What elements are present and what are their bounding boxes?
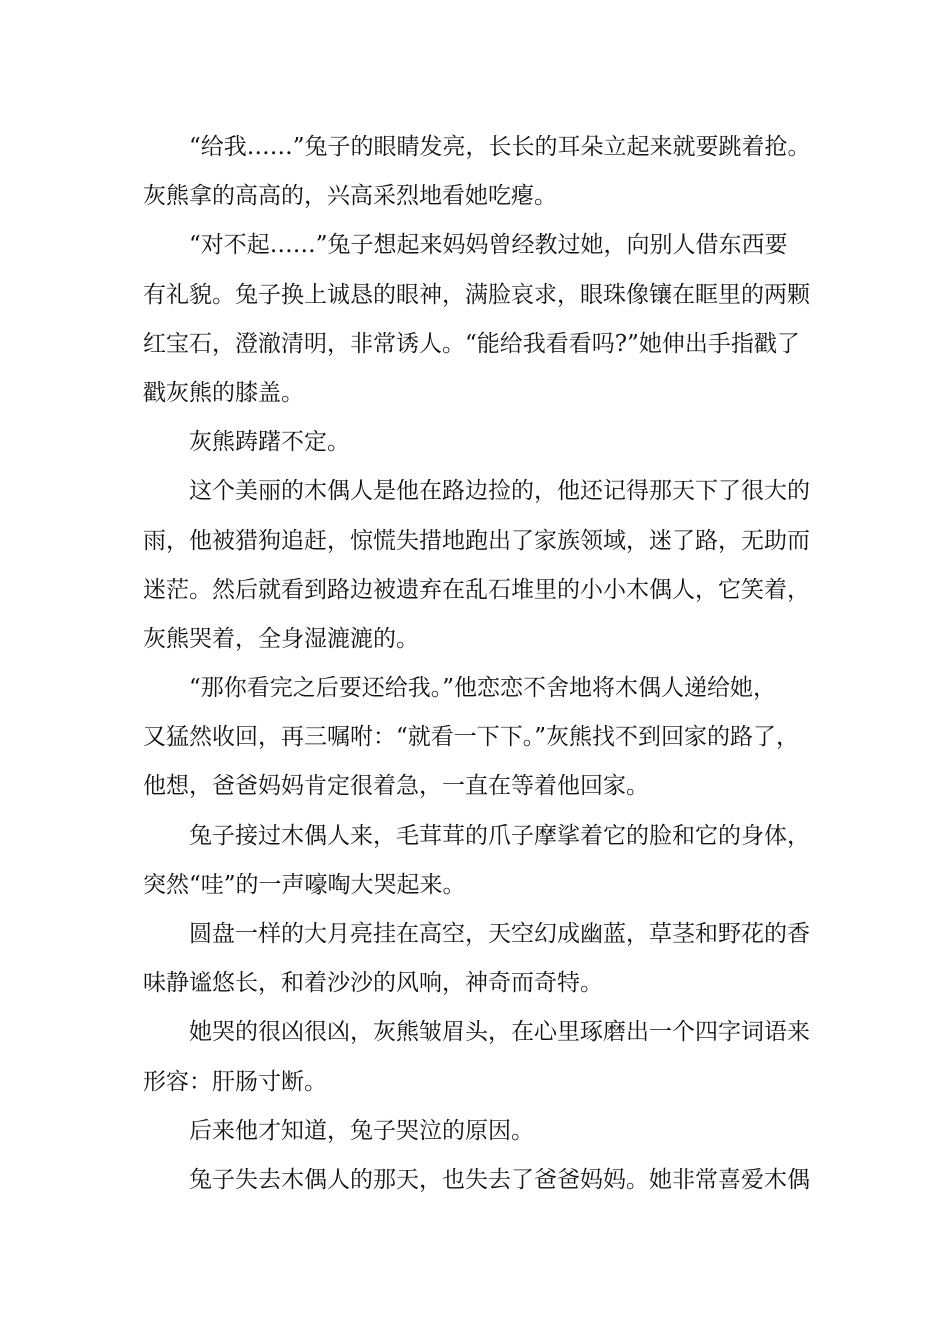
text-line: 味静谧悠长，和着沙沙的风响，神奇而奇特。 — [143, 970, 603, 997]
text-line: 雨，他被猎狗追赶，惊慌失措地跑出了家族领域，迷了路，无助而 — [143, 527, 810, 554]
text-line: 后来他才知道，兔子哭泣的原因。 — [189, 1117, 534, 1144]
text-line: 有礼貌。兔子换上诚恳的眼神，满脸哀求，眼珠像镶在眶里的两颗 — [143, 281, 810, 308]
text-line: 她哭的很凶很凶，灰熊皱眉头，在心里琢磨出一个四字词语来 — [189, 1019, 810, 1046]
text-line: 戳灰熊的膝盖。 — [143, 379, 304, 406]
text-line: 这个美丽的木偶人是他在路边捡的，他还记得那天下了很大的 — [189, 478, 810, 505]
text-line: 灰熊踌躇不定。 — [189, 429, 350, 456]
text-line: 红宝石，澄澈清明，非常诱人。“能给我看看吗?”她伸出手指戳了 — [143, 330, 800, 357]
text-line: “那你看完之后要还给我。”他恋恋不舍地将木偶人递给她， — [189, 675, 777, 702]
text-line: “对不起……”兔子想起来妈妈曾经教过她，向别人借东西要 — [189, 232, 788, 259]
text-line: 迷茫。然后就看到路边被遗弃在乱石堆里的小小木偶人，它笑着， — [143, 576, 810, 603]
text-line: 形容：肝肠寸断。 — [143, 1068, 327, 1095]
text-line: 圆盘一样的大月亮挂在高空，天空幻成幽蓝，草茎和野花的香 — [189, 921, 810, 947]
text-line: 兔子失去木偶人的那天，也失去了爸爸妈妈。她非常喜爱木偶 — [189, 1166, 810, 1193]
text-line: 他想，爸爸妈妈肯定很着急，一直在等着他回家。 — [143, 773, 649, 800]
text-line: 又猛然收回，再三嘱咐：“就看一下下。”灰熊找不到回家的路了， — [143, 724, 800, 751]
text-line: 突然“哇”的一声嚎啕大哭起来。 — [143, 871, 466, 898]
story-text — [143, 123, 843, 1205]
text-line: 灰熊哭着，全身湿漉漉的。 — [143, 625, 419, 652]
text-line: 灰熊拿的高高的，兴高采烈地看她吃瘪。 — [143, 183, 557, 210]
text-line: 兔子接过木偶人来，毛茸茸的爪子摩挲着它的脸和它的身体， — [189, 822, 810, 849]
text-line: “给我……”兔子的眼睛发亮，长长的耳朵立起来就要跳着抢。 — [189, 134, 811, 160]
